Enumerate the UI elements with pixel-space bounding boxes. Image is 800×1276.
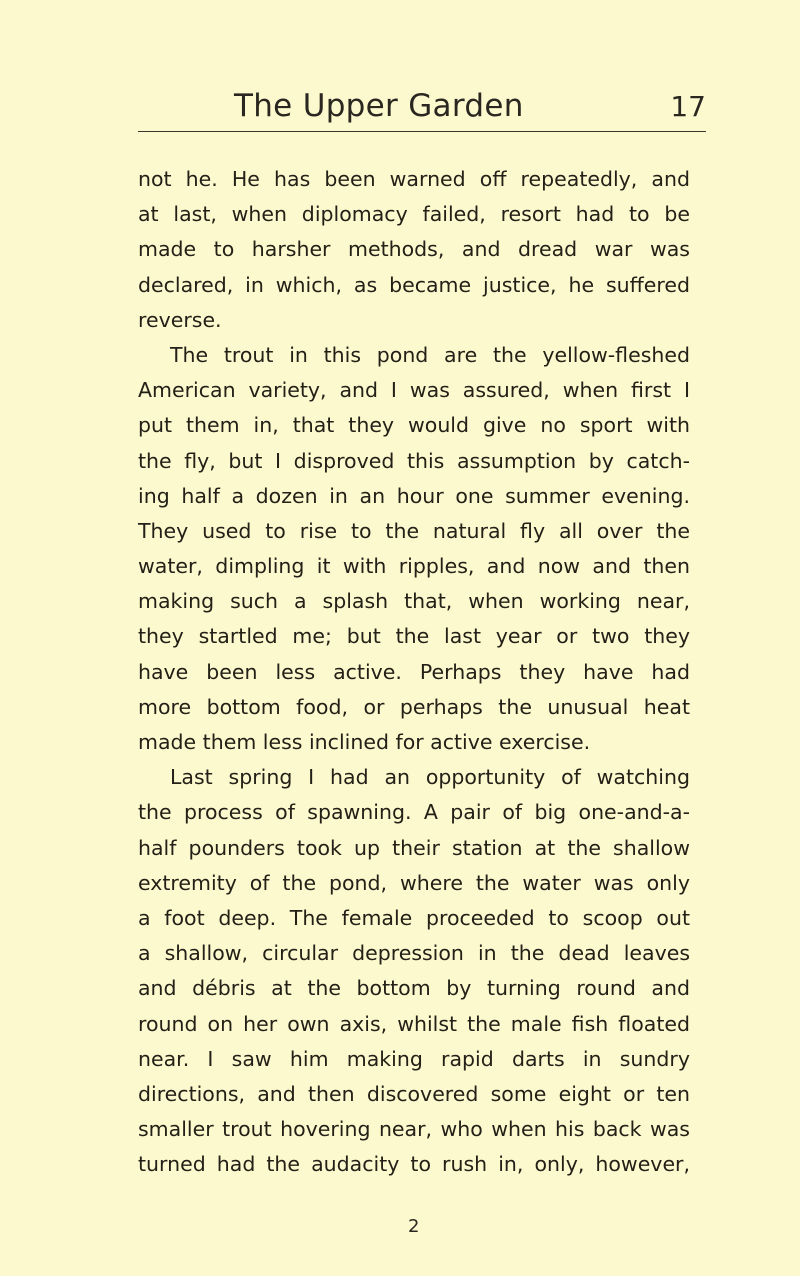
text-line: made them less inclined for active exercise. (138, 730, 591, 754)
header-rule (138, 131, 706, 132)
text-line: at last, when diplomacy failed, resort had to be (138, 202, 690, 227)
text-line: American variety, and I was assured, when first I (138, 378, 690, 403)
text-line: near. I saw him making rapid darts in sundry (138, 1046, 690, 1071)
text-line: the fly, but I disproved this assumption by catch- (138, 448, 690, 473)
text-line: a shallow, circular depression in the dead leaves (138, 941, 690, 966)
text-line: They used to rise to the natural fly all over the (138, 518, 690, 543)
text-line: more bottom food, or perhaps the unusual heat (138, 694, 690, 719)
page-header (138, 88, 706, 138)
text-line: reverse. (138, 307, 222, 332)
body-text (138, 162, 690, 1182)
text-line: half pounders took up their station at the shallow (138, 835, 690, 860)
text-line: and débris at the bottom by turning round and (138, 976, 690, 1001)
text-line: round on her own axis, whilst the male fish floated (138, 1011, 690, 1036)
text-line: not he. He has been warned off repeatedly, and (138, 167, 690, 191)
text-line: have been less active. Perhaps they have had (138, 659, 690, 684)
text-line: declared, in which, as became justice, he suffered (138, 272, 690, 297)
text-line: they startled me; but the last year or two they (138, 624, 690, 649)
page-number: 17 (670, 90, 706, 123)
text-line: making such a splash that, when working near, (138, 589, 690, 614)
running-title: The Upper Garden (234, 88, 524, 124)
text-line: smaller trout hovering near, who when his back was (138, 1117, 690, 1142)
text-line: water, dimpling it with ripples, and now and then (138, 554, 690, 579)
text-line: turned had the audacity to rush in, only, however, (138, 1152, 690, 1177)
text-line: made to harsher methods, and dread war was (138, 237, 690, 262)
text-line: directions, and then discovered some eight or ten (138, 1081, 690, 1106)
text-line: the process of spawning. A pair of big one-and-a- (138, 800, 690, 825)
text-line: extremity of the pond, where the water was only (138, 870, 690, 895)
text-line: The trout in this pond are the yellow-fleshed (170, 342, 690, 367)
text-line: Last spring I had an opportunity of watching (170, 765, 690, 790)
text-line: ing half a dozen in an hour one summer evening. (138, 483, 690, 508)
text-line: a foot deep. The female proceeded to scoop out (138, 905, 690, 930)
signature-mark: 2 (408, 1216, 420, 1237)
text-line: put them in, that they would give no sport with (138, 413, 690, 438)
